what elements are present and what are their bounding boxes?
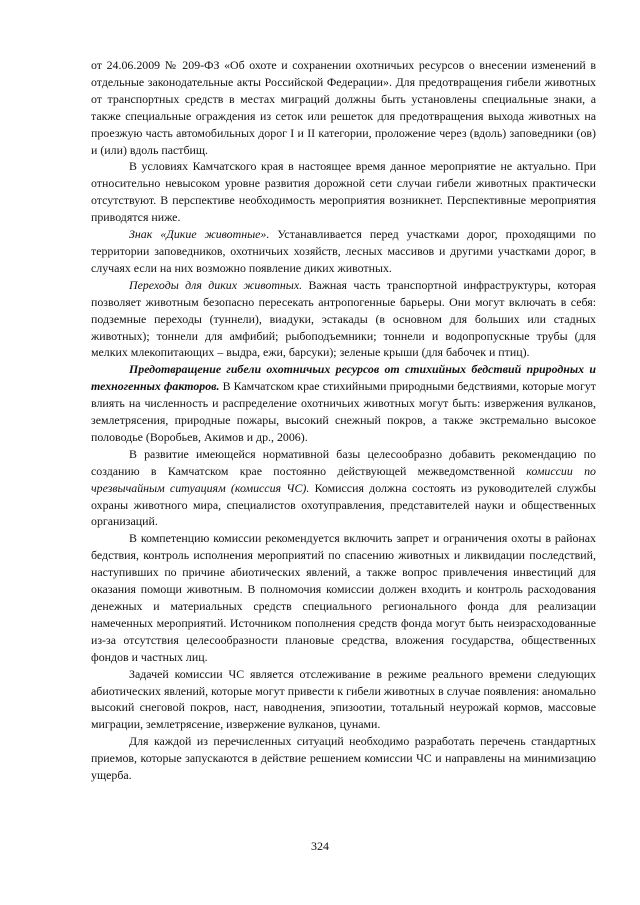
paragraph-1-text: от 24.06.2009 № 209-ФЗ «Об охоте и сохранении охотничьих ресурсов о внесении изменений в отдельные законодательные акты Российской Федерации». Для предотвращения гибели животных от транспортных средств в местах миграций должны быть установлены специальные знаки, а также специальные ограждения из сеток или решеток для предотвращения выхода животных на проезжую часть автомобильных дорог I и II категории, проложение через (вдоль) заповедники (ов) и (или) вдоль пастбищ. (91, 58, 596, 157)
page-number: 324 (311, 839, 329, 853)
paragraph-4-text: Важная часть транспортной инфраструктуры, которая позволяет животным безопасно пересекать антропогенные барьеры. Они могут включать в себя: подземные переходы (туннели), виадуки, эстакады (в основном для больших или стадных животных); тоннели для амфибий; рыбоподъемники; тоннели и водопропускные трубы (для мелких млекопитающих – выдра, ежи, барсуки); зеленые крыши (для бабочек и птиц). (91, 277, 596, 360)
paragraph-3 (91, 226, 596, 277)
paragraph-6-italic-term: комиссии по чрезвычайным ситуациям (комиссия ЧС). (91, 463, 596, 495)
paragraph-2-text: В условиях Камчатского края в настоящее время данное мероприятие не актуально. При относительно невысоком уровне развития дорожной сети случаи гибели животных практически отсутствуют. В перспективе необходимость мероприятия возникнет. Перспективные мероприятия приводятся ниже. (91, 159, 596, 225)
paragraph-4 (91, 277, 596, 362)
paragraph-4-lead: Переходы для диких животных. (129, 277, 303, 292)
paragraph-3-text: Устанавливается перед участками дорог, проходящими по территории заповедников, охотничьих хозяйств, лесных массивов и другими участками дорог, в случаях если на них возможно появление диких животных. (91, 227, 596, 275)
paragraph-5-text: В Камчатском крае стихийными природными бедствиями, которые могут влиять на численность и распределение охотничьих животных могут быть: извержения вулканов, землетрясения, природные пожары, высокий снежный покров, а также экстремально высокое половодье (Воробьев, Акимов и др., 2006). (91, 379, 596, 444)
paragraph-3-lead: Знак «Дикие животные». (129, 227, 270, 242)
paragraph-6 (91, 446, 596, 531)
paragraph-5-lead: Предотвращение гибели охотничьих ресурсов от стихийных бедствий природных и техногенных факторов. (91, 362, 596, 394)
paragraph-9 (91, 733, 596, 784)
paragraph-1 (91, 57, 596, 158)
paragraph-7-text: В компетенцию комиссии рекомендуется включить запрет и ограничения охоты в районах бедствия, контроль исполнения мероприятий по спасению животных и ликвидации последствий, наступивших по причине абиотических явлений, а также вопрос привлечения инвестиций для оказания помощи животным. В полномочия комиссии должен входить и контроль расходования денежных и материальных средств специального регионального фонда для реализации намеченных мероприятий. Источником пополнения средств фонда могут быть неизрасходованные из-за отсутствия целесообразности плановые средства, вложения государства, общественных фондов и частных лиц. (91, 531, 596, 664)
paragraph-8 (91, 666, 596, 734)
paragraph-9-text: Для каждой из перечисленных ситуаций необходимо разработать перечень стандартных приемов, которые запускаются в действие решением комиссии ЧС и направлены на минимизацию ущерба. (91, 734, 596, 783)
paragraph-5 (91, 361, 596, 446)
paragraph-2 (91, 158, 596, 226)
paragraph-8-text: Задачей комиссии ЧС является отслеживание в режиме реального времени следующих абиотических явлений, которые могут привести к гибели животных в случае появления: аномально высокий снеговой покров, наст, наводнения, эпизоотии, тотальный неурожай кормов, массовые миграции, землетрясение, извержение вулканов, цунами. (91, 666, 596, 732)
paragraph-7 (91, 530, 596, 665)
paragraph-6-text-after: Комиссия должна состоять из руководителей службы охраны животного мира, специалистов охотуправления, представителей науки и общественных организаций. (91, 480, 596, 529)
paragraph-6-text-before: В развитие имеющейся нормативной базы целесообразно добавить рекомендацию по созданию в Камчатском крае постоянно действующей межведомственной (91, 446, 596, 478)
